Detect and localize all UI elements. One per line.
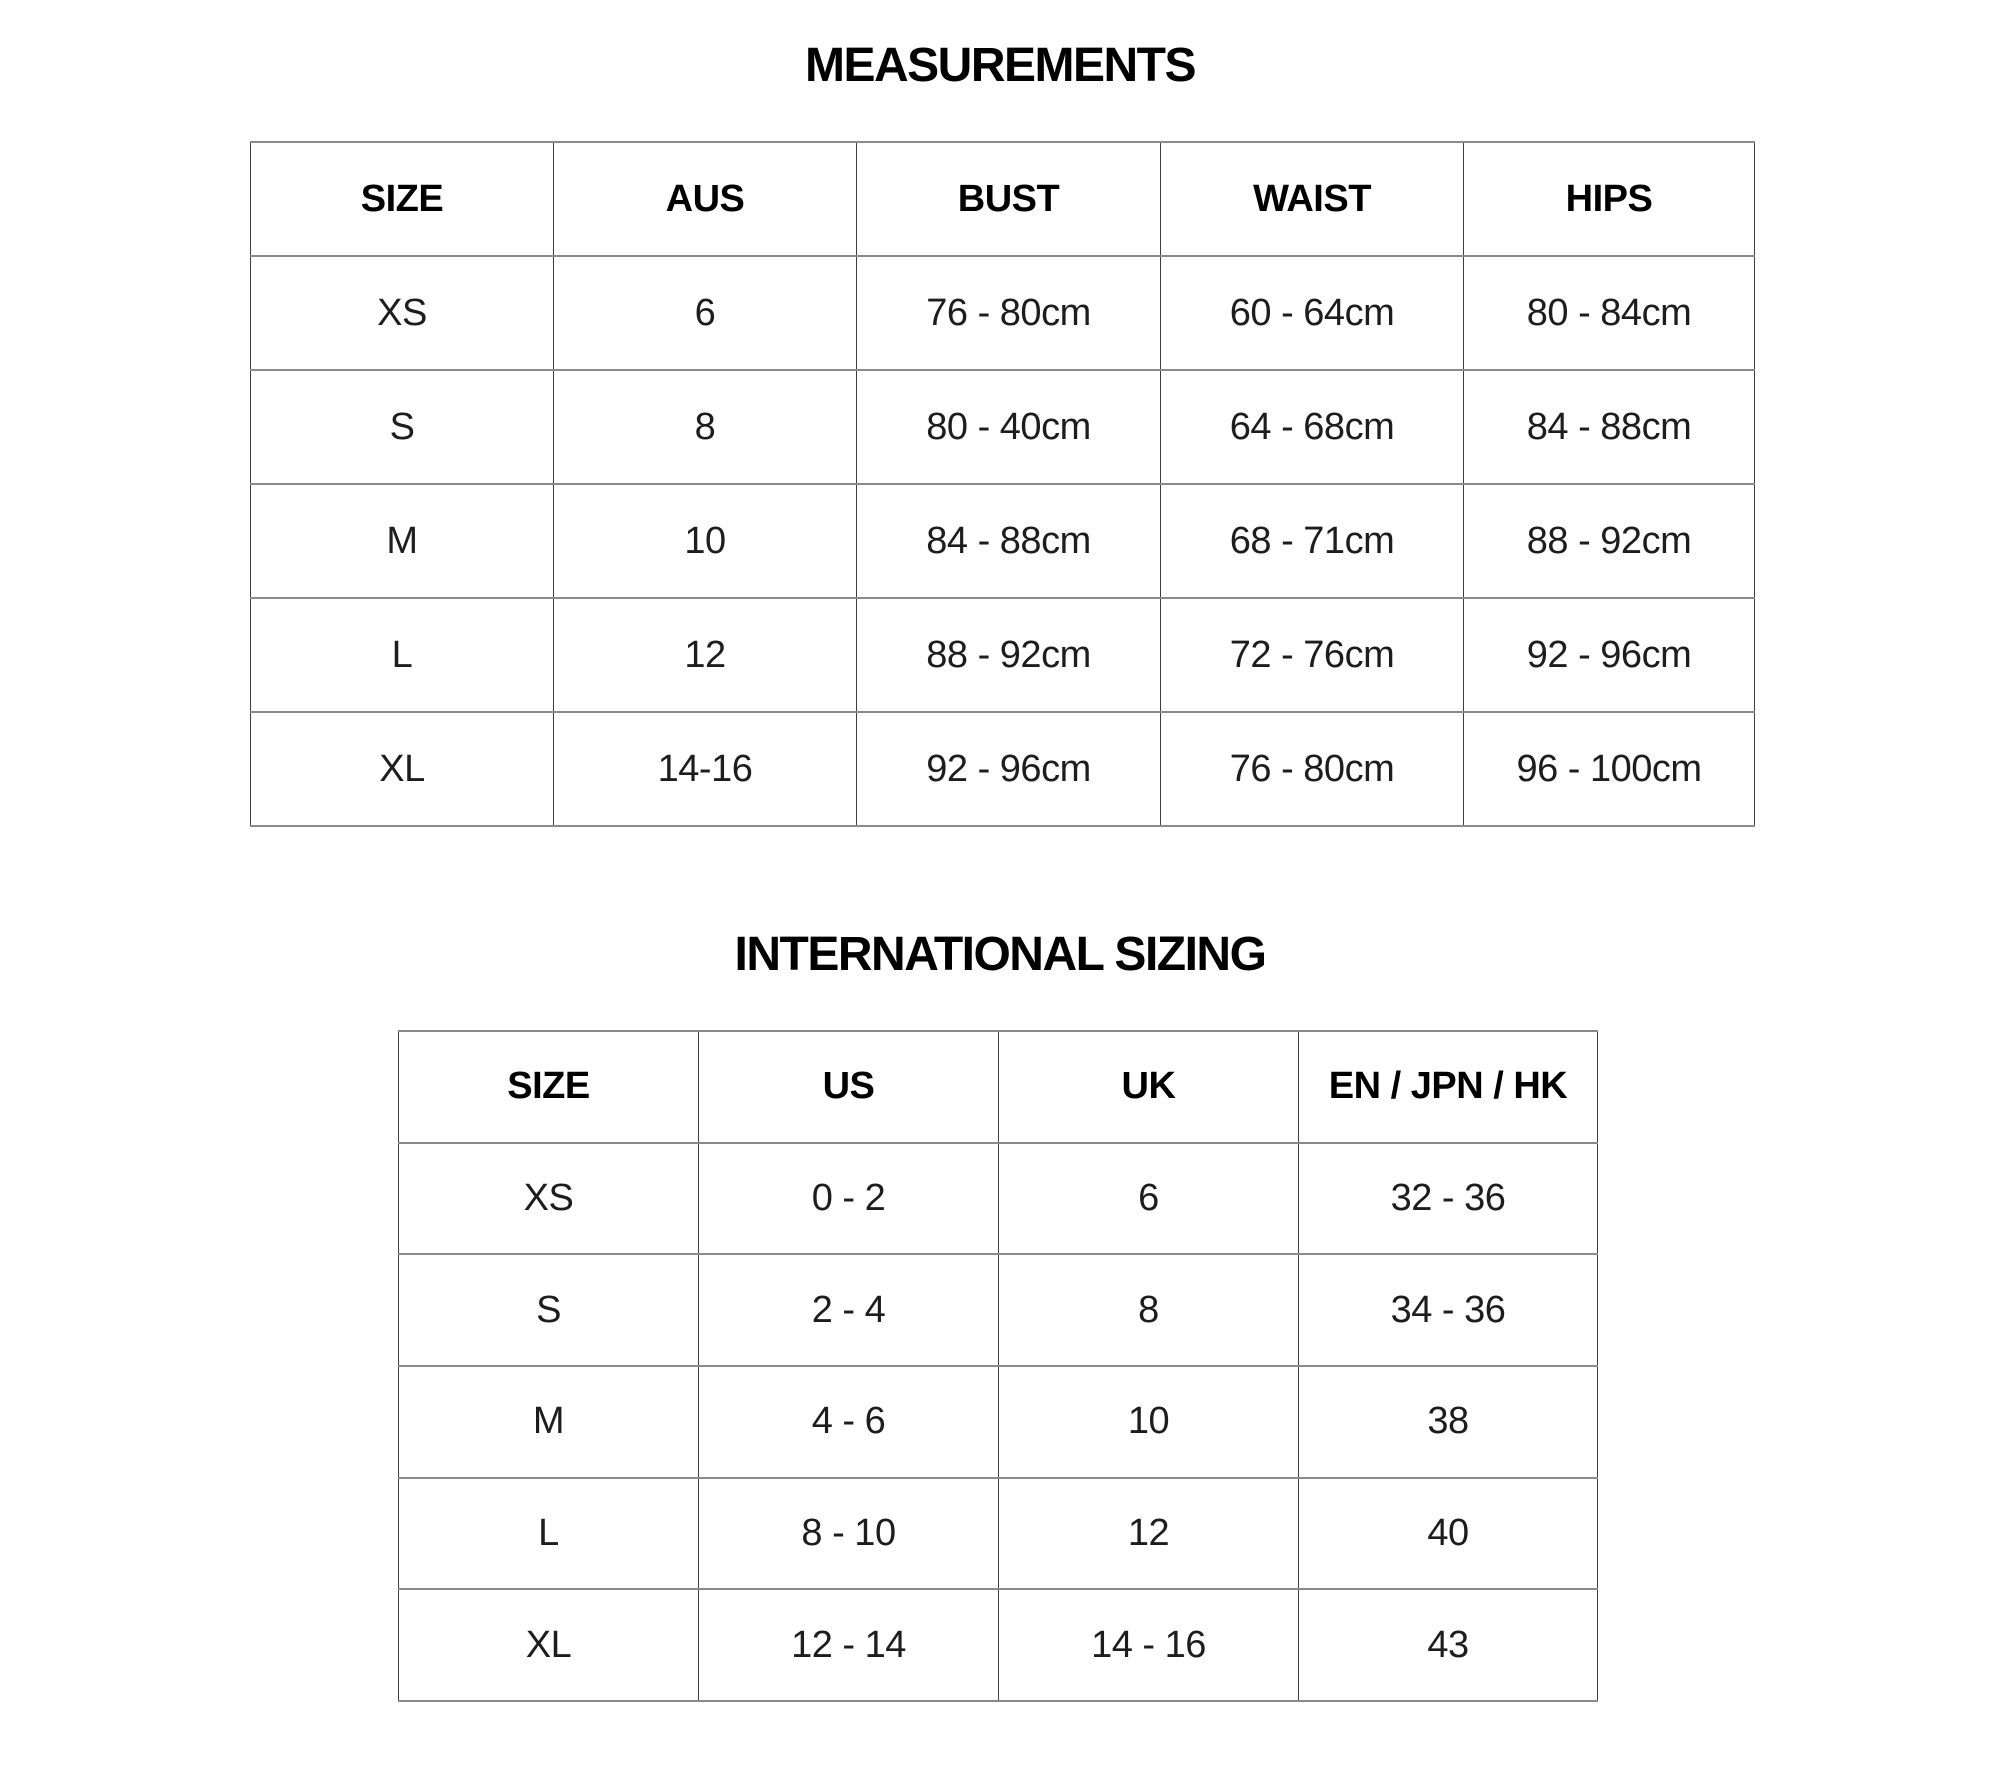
column-header: AUS	[554, 142, 857, 256]
table-cell: 84 - 88cm	[1464, 370, 1755, 484]
table-cell: 60 - 64cm	[1161, 256, 1464, 370]
table-cell: 8	[554, 370, 857, 484]
table-cell: 92 - 96cm	[857, 712, 1161, 826]
column-header: EN / JPN / HK	[1299, 1031, 1598, 1143]
table-cell: 76 - 80cm	[1161, 712, 1464, 826]
table-cell: 12 - 14	[699, 1589, 999, 1701]
size-label-cell: XL	[399, 1589, 699, 1701]
column-header: BUST	[857, 142, 1161, 256]
table-cell: 14-16	[554, 712, 857, 826]
column-header: UK	[999, 1031, 1299, 1143]
column-header: WAIST	[1161, 142, 1464, 256]
size-label-cell: M	[251, 484, 554, 598]
measurements-header-row	[251, 142, 1755, 256]
table-cell: 12	[554, 598, 857, 712]
table-row	[251, 370, 1755, 484]
international-sizing-title: INTERNATIONAL SIZING	[734, 928, 1266, 981]
size-label-cell: XL	[251, 712, 554, 826]
table-cell: 32 - 36	[1299, 1143, 1598, 1255]
measurements-title: MEASUREMENTS	[804, 39, 1196, 92]
table-row	[251, 712, 1755, 826]
size-label-cell: L	[251, 598, 554, 712]
size-label-cell: XS	[399, 1143, 699, 1255]
table-cell: 6	[554, 256, 857, 370]
table-cell: 10	[999, 1366, 1299, 1478]
size-label-cell: S	[399, 1254, 699, 1366]
table-cell: 38	[1299, 1366, 1598, 1478]
table-row	[399, 1478, 1598, 1590]
column-header: US	[699, 1031, 999, 1143]
table-cell: 80 - 40cm	[857, 370, 1161, 484]
table-cell: 88 - 92cm	[1464, 484, 1755, 598]
table-row	[251, 598, 1755, 712]
international-sizing-table	[398, 1030, 1598, 1702]
size-label-cell: M	[399, 1366, 699, 1478]
table-row	[399, 1589, 1598, 1701]
table-cell: 14 - 16	[999, 1589, 1299, 1701]
column-header: SIZE	[251, 142, 554, 256]
table-row	[399, 1254, 1598, 1366]
table-cell: 80 - 84cm	[1464, 256, 1755, 370]
table-cell: 76 - 80cm	[857, 256, 1161, 370]
column-header: SIZE	[399, 1031, 699, 1143]
table-cell: 68 - 71cm	[1161, 484, 1464, 598]
table-cell: 10	[554, 484, 857, 598]
table-cell: 8	[999, 1254, 1299, 1366]
table-cell: 72 - 76cm	[1161, 598, 1464, 712]
table-cell: 64 - 68cm	[1161, 370, 1464, 484]
table-cell: 40	[1299, 1478, 1598, 1590]
table-row	[251, 484, 1755, 598]
size-label-cell: L	[399, 1478, 699, 1590]
column-header: HIPS	[1464, 142, 1755, 256]
table-cell: 96 - 100cm	[1464, 712, 1755, 826]
table-cell: 88 - 92cm	[857, 598, 1161, 712]
table-cell: 4 - 6	[699, 1366, 999, 1478]
table-cell: 12	[999, 1478, 1299, 1590]
table-cell: 92 - 96cm	[1464, 598, 1755, 712]
table-cell: 2 - 4	[699, 1254, 999, 1366]
table-row	[399, 1366, 1598, 1478]
table-row	[399, 1143, 1598, 1255]
table-cell: 8 - 10	[699, 1478, 999, 1590]
international-header-row	[399, 1031, 1598, 1143]
table-cell: 84 - 88cm	[857, 484, 1161, 598]
table-cell: 6	[999, 1143, 1299, 1255]
table-cell: 43	[1299, 1589, 1598, 1701]
size-label-cell: XS	[251, 256, 554, 370]
table-cell: 34 - 36	[1299, 1254, 1598, 1366]
size-label-cell: S	[251, 370, 554, 484]
table-row	[251, 256, 1755, 370]
measurements-table	[250, 141, 1755, 827]
table-cell: 0 - 2	[699, 1143, 999, 1255]
